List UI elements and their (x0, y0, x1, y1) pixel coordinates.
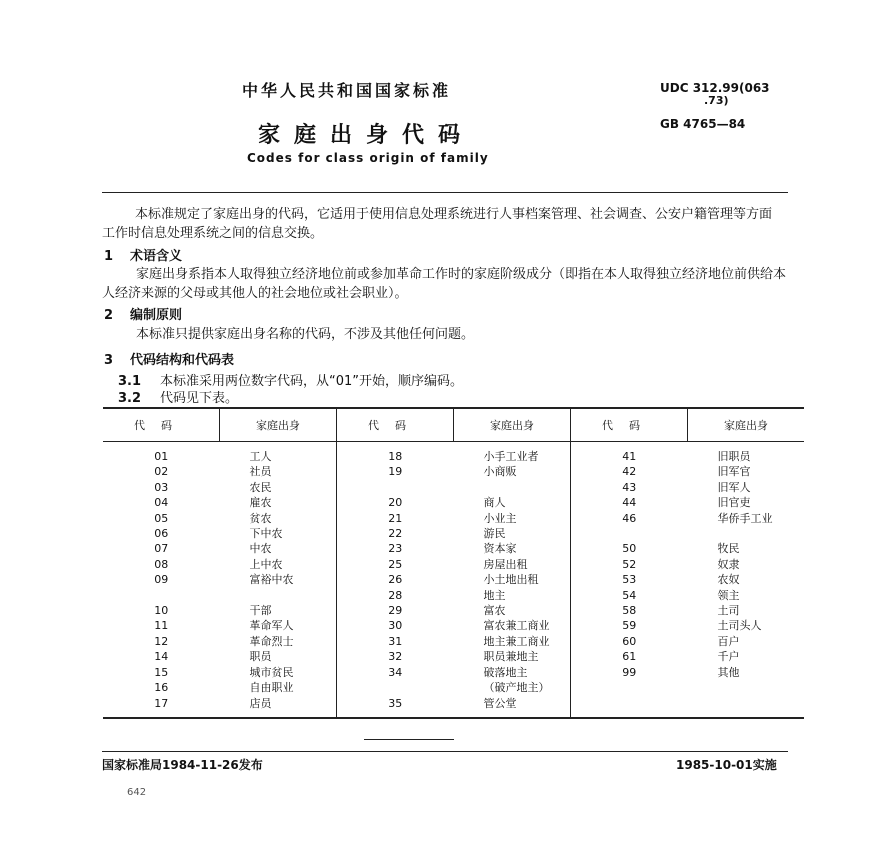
origin-cell: 旧职员 (717, 450, 751, 463)
origin-cell: 上中农 (220, 557, 337, 572)
code-cell: 11 (154, 619, 169, 633)
section-1-paragraph: 家庭出身系指本人取得独立经济地位前或参加革命工作时的家庭阶级成分（即指在本人取得独立经济地位前供给本人经济来源的父母或其他人的社会地位或社会职业）。 (102, 267, 787, 301)
origin-cell: 农奴 (717, 573, 740, 587)
origin-cell: 百户 (717, 634, 740, 648)
code-cell: 58 (622, 604, 637, 618)
origin-cell: 富农 (454, 603, 571, 618)
origin-cell: 其他 (717, 665, 740, 679)
table-row (103, 696, 804, 718)
subsection-number: 3.2 (118, 391, 142, 406)
origin-cell: 中农 (220, 541, 337, 556)
origin-cell: 职员 (220, 649, 337, 664)
publish-date: 国家标准局1984-11-26发布 (102, 758, 263, 772)
origin-cell: 小业主 (454, 511, 571, 526)
table-row (103, 680, 804, 695)
footer-divider (102, 751, 788, 752)
section-heading-1 (104, 245, 182, 264)
origin-cell: 破落地主 (454, 665, 571, 680)
origin-cell: 商人 (454, 495, 571, 510)
code-cell: 61 (622, 650, 637, 664)
code-cell: 59 (622, 619, 637, 633)
section-number: 3 (104, 353, 114, 368)
column-header-origin: 家庭出身 (454, 408, 571, 442)
origin-cell: 雇农 (220, 495, 337, 510)
code-cell: 43 (622, 480, 637, 494)
origin-cell: 领主 (717, 588, 740, 602)
origin-cell: 千户 (717, 650, 740, 664)
code-cell: 60 (622, 634, 637, 648)
code-cell: 52 (622, 557, 637, 571)
subsection-number: 3.1 (118, 374, 142, 389)
code-cell: 41 (622, 450, 637, 463)
section-2-paragraph: 本标准只提供家庭出身名称的代码，不涉及其他任何问题。 (136, 327, 475, 342)
header-divider (102, 192, 788, 193)
origin-cell: 小土地出租 (454, 572, 571, 587)
table-row (103, 541, 804, 556)
code-cell: 31 (388, 634, 403, 648)
section-title: 编制原则 (130, 308, 183, 323)
origin-cell (688, 526, 805, 541)
section-title: 代码结构和代码表 (130, 353, 235, 368)
code-cell (337, 680, 454, 695)
code-cell: 12 (154, 634, 169, 648)
code-cell: 54 (622, 588, 637, 602)
code-cell: 21 (388, 511, 403, 525)
code-cell: 26 (388, 573, 403, 587)
code-cell: 05 (154, 511, 169, 525)
origin-cell: 地主 (454, 588, 571, 603)
code-cell: 29 (388, 604, 403, 618)
code-cell: 19 (388, 465, 403, 479)
gb-standard-number: GB 4765—84 (660, 117, 746, 131)
footnote-divider (364, 739, 454, 740)
origin-cell (220, 588, 337, 603)
table-body (103, 442, 804, 718)
code-cell (103, 588, 220, 603)
code-cell: 02 (154, 465, 169, 479)
origin-cell: 奴隶 (717, 557, 740, 571)
code-cell: 03 (154, 480, 169, 494)
code-cell: 22 (388, 527, 403, 541)
document-subtitle: Codes for class origin of family (247, 151, 489, 165)
subsection-text: 本标准采用两位数字代码，从“01”开始，顺序编码。 (160, 374, 464, 389)
origin-cell: 自由职业 (220, 680, 337, 695)
udc-classification-cont: .73) (704, 94, 729, 107)
column-header-code: 代码 (337, 408, 454, 442)
code-cell: 23 (388, 542, 403, 556)
origin-cell (454, 480, 571, 495)
table-row (103, 649, 804, 664)
table-row (103, 588, 804, 603)
code-cell: 01 (154, 450, 169, 463)
section-heading-2 (104, 304, 182, 323)
origin-cell: 店员 (220, 696, 337, 718)
code-cell: 50 (622, 542, 637, 556)
code-cell (571, 696, 688, 718)
code-cell: 18 (388, 450, 403, 463)
table-row (103, 618, 804, 633)
table-row (103, 665, 804, 680)
code-cell (571, 526, 688, 541)
origin-cell: 富农兼工商业 (454, 618, 571, 633)
origin-cell: 城市贫民 (220, 665, 337, 680)
column-header-origin: 家庭出身 (220, 408, 337, 442)
subsection-text: 代码见下表。 (160, 391, 239, 406)
origin-cell: 牧民 (717, 542, 740, 556)
origin-cell (688, 696, 805, 718)
section-heading-3 (104, 349, 234, 368)
table-row (103, 495, 804, 510)
origin-cell: 旧军人 (717, 480, 751, 494)
code-cell: 04 (154, 496, 169, 510)
table-row (103, 511, 804, 526)
column-header-code: 代码 (571, 408, 688, 442)
origin-cell: 革命军人 (220, 618, 337, 633)
section-title: 术语含义 (130, 249, 183, 264)
page-number: 642 (127, 787, 147, 798)
origin-cell: 小商贩 (454, 464, 571, 479)
origin-cell: 下中农 (220, 526, 337, 541)
origin-cell: （破产地主） (454, 680, 571, 695)
origin-cell: 华侨手工业 (717, 511, 773, 525)
code-cell: 46 (622, 511, 637, 525)
document-title: 家庭出身代码 (258, 122, 475, 148)
subsection-3-2 (118, 387, 238, 406)
origin-cell: 富裕中农 (220, 572, 337, 587)
code-cell: 15 (154, 665, 169, 679)
code-cell: 06 (154, 527, 169, 541)
table-row (103, 572, 804, 587)
table-row (103, 634, 804, 649)
code-cell: 20 (388, 496, 403, 510)
section-number: 1 (104, 249, 114, 264)
table-row (103, 557, 804, 572)
code-cell: 99 (622, 665, 637, 679)
class-origin-code-table (103, 407, 804, 719)
code-cell: 16 (154, 681, 169, 695)
intro-paragraph: 本标准规定了家庭出身的代码，它适用于使用信息处理系统进行人事档案管理、社会调查、公安户籍管理等方面工作时信息处理系统之间的信息交换。 (102, 207, 773, 241)
code-cell: 10 (154, 604, 169, 618)
code-cell: 14 (154, 650, 169, 664)
origin-cell: 贫农 (220, 511, 337, 526)
origin-cell: 农民 (220, 480, 337, 495)
origin-cell: 旧官吏 (717, 496, 751, 510)
origin-cell: 地主兼工商业 (454, 634, 571, 649)
origin-cell: 房屋出租 (454, 557, 571, 572)
origin-cell: 土司 (717, 604, 740, 618)
code-cell: 08 (154, 557, 169, 571)
code-cell: 30 (388, 619, 403, 633)
table-header-row (103, 408, 804, 442)
origin-cell: 土司头人 (717, 619, 762, 633)
column-header-origin: 家庭出身 (688, 408, 805, 442)
code-cell: 53 (622, 573, 637, 587)
code-cell: 32 (388, 650, 403, 664)
origin-cell: 旧军官 (717, 465, 751, 479)
code-cell: 34 (388, 665, 403, 679)
table-row (103, 526, 804, 541)
origin-cell: 干部 (220, 603, 337, 618)
table-row (103, 442, 804, 465)
table-row (103, 480, 804, 495)
origin-cell: 资本家 (454, 541, 571, 556)
origin-cell: 职员兼地主 (454, 649, 571, 664)
code-cell: 25 (388, 557, 403, 571)
code-cell: 35 (337, 696, 454, 718)
code-cell (337, 480, 454, 495)
section-number: 2 (104, 308, 114, 323)
code-cell (571, 680, 688, 695)
code-cell: 28 (388, 588, 403, 602)
national-standard-heading: 中华人民共和国国家标准 (242, 81, 452, 100)
code-cell: 09 (154, 573, 169, 587)
table-row (103, 603, 804, 618)
code-cell: 17 (103, 696, 220, 718)
origin-cell: 游民 (454, 526, 571, 541)
origin-cell: 管公堂 (454, 696, 571, 718)
table-row (103, 464, 804, 479)
origin-cell: 小手工业者 (454, 442, 571, 465)
code-cell: 07 (154, 542, 169, 556)
udc-classification: UDC 312.99(063 (660, 81, 770, 95)
code-cell: 42 (622, 465, 637, 479)
effective-date: 1985-10-01实施 (676, 758, 777, 772)
column-header-code: 代码 (103, 408, 220, 442)
origin-cell: 工人 (220, 442, 337, 465)
code-cell: 44 (622, 496, 637, 510)
origin-cell: 革命烈士 (220, 634, 337, 649)
origin-cell: 社员 (220, 464, 337, 479)
origin-cell (688, 680, 805, 695)
